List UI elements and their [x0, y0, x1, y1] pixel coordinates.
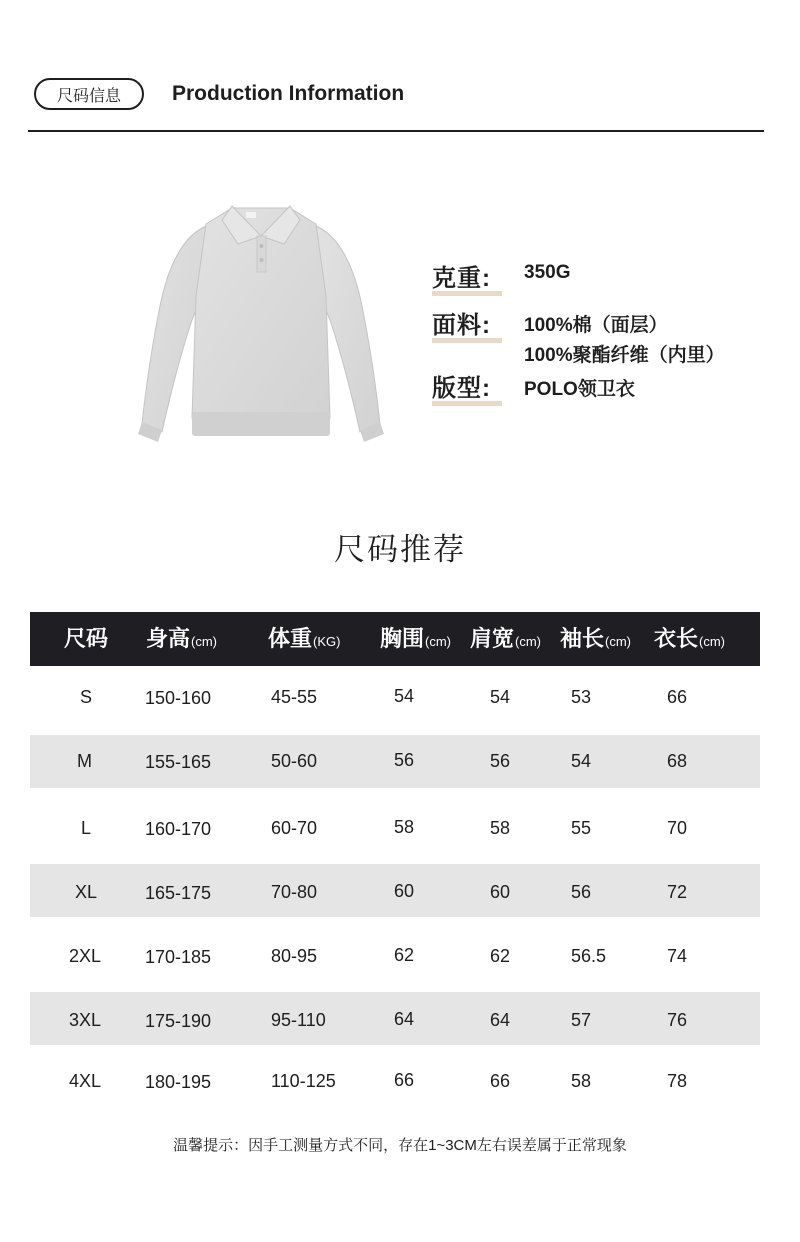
cell-weight: 50-60	[271, 751, 318, 771]
cell-height: 180-195	[145, 1072, 212, 1092]
weight-value: 350G	[524, 262, 571, 283]
cell-length: 68	[667, 751, 688, 771]
cell-height: 160-170	[145, 819, 212, 839]
weight-label: 克重:	[432, 258, 491, 293]
cell-size: 2XL	[69, 946, 102, 966]
cell-sleeve: 53	[571, 687, 592, 707]
cell-sleeve: 57	[571, 1010, 592, 1030]
header-divider	[28, 130, 764, 132]
cell-weight: 95-110	[271, 1010, 326, 1030]
cell-height: 150-160	[145, 688, 212, 708]
cell-size: 4XL	[69, 1071, 102, 1091]
cell-shoulder: 64	[490, 1010, 511, 1030]
cell-length: 72	[667, 882, 688, 902]
cell-length: 66	[667, 687, 688, 707]
col-chest: 胸围(cm)	[380, 626, 452, 651]
col-weight: 体重(KG)	[268, 626, 341, 651]
measurement-note: 温馨提示：因手工测量方式不同，存在1~3CM左右误差属于正常现象	[173, 1137, 627, 1154]
cell-sleeve: 56	[571, 882, 592, 902]
cell-chest: 54	[394, 686, 415, 706]
col-length: 衣长(cm)	[654, 626, 726, 651]
cell-length: 74	[667, 946, 688, 966]
cell-size: XL	[75, 882, 98, 902]
fabric-value-inner: 100%聚酯纤维（内里）	[524, 345, 725, 366]
cell-chest: 60	[394, 881, 415, 901]
fit-label: 版型:	[432, 368, 491, 403]
product-image	[128, 196, 394, 450]
cell-sleeve: 54	[571, 751, 592, 771]
cell-weight: 110-125	[271, 1071, 336, 1091]
cell-shoulder: 56	[490, 751, 511, 771]
cell-sleeve: 55	[571, 818, 592, 838]
cell-shoulder: 54	[490, 687, 511, 707]
section-tag-label: 尺码信息	[56, 87, 121, 105]
cell-height: 170-185	[145, 947, 212, 967]
cell-shoulder: 60	[490, 882, 511, 902]
size-recommendation-title: 尺码推荐	[334, 532, 466, 567]
cell-sleeve: 58	[571, 1071, 592, 1091]
cell-weight: 60-70	[271, 818, 318, 838]
col-height: 身高(cm)	[146, 626, 218, 651]
cell-chest: 62	[394, 945, 415, 965]
cell-chest: 58	[394, 817, 415, 837]
cell-height: 165-175	[145, 883, 212, 903]
fit-value: POLO领卫衣	[524, 379, 635, 400]
cell-size: L	[81, 818, 92, 838]
cell-sleeve: 56.5	[571, 946, 607, 966]
cell-length: 78	[667, 1071, 688, 1091]
cell-length: 76	[667, 1010, 688, 1030]
cell-chest: 56	[394, 750, 415, 770]
page-title: Production Information	[172, 82, 405, 105]
cell-shoulder: 58	[490, 818, 511, 838]
cell-weight: 80-95	[271, 946, 318, 966]
fabric-value-outer: 100%棉（面层）	[524, 315, 668, 336]
cell-shoulder: 62	[490, 946, 511, 966]
cell-chest: 64	[394, 1009, 415, 1029]
cell-shoulder: 66	[490, 1071, 511, 1091]
cell-weight: 45-55	[271, 687, 318, 707]
col-sleeve: 袖长(cm)	[560, 626, 632, 651]
cell-size: 3XL	[69, 1010, 102, 1030]
col-size: 尺码	[64, 626, 109, 651]
cell-size: S	[80, 687, 93, 707]
cell-height: 175-190	[145, 1011, 212, 1031]
cell-height: 155-165	[145, 752, 212, 772]
fabric-label: 面料:	[432, 305, 491, 340]
cell-chest: 66	[394, 1070, 415, 1090]
cell-weight: 70-80	[271, 882, 318, 902]
col-shoulder: 肩宽(cm)	[470, 626, 542, 651]
cell-size: M	[77, 751, 92, 771]
section-tag	[34, 78, 144, 110]
cell-length: 70	[667, 818, 688, 838]
